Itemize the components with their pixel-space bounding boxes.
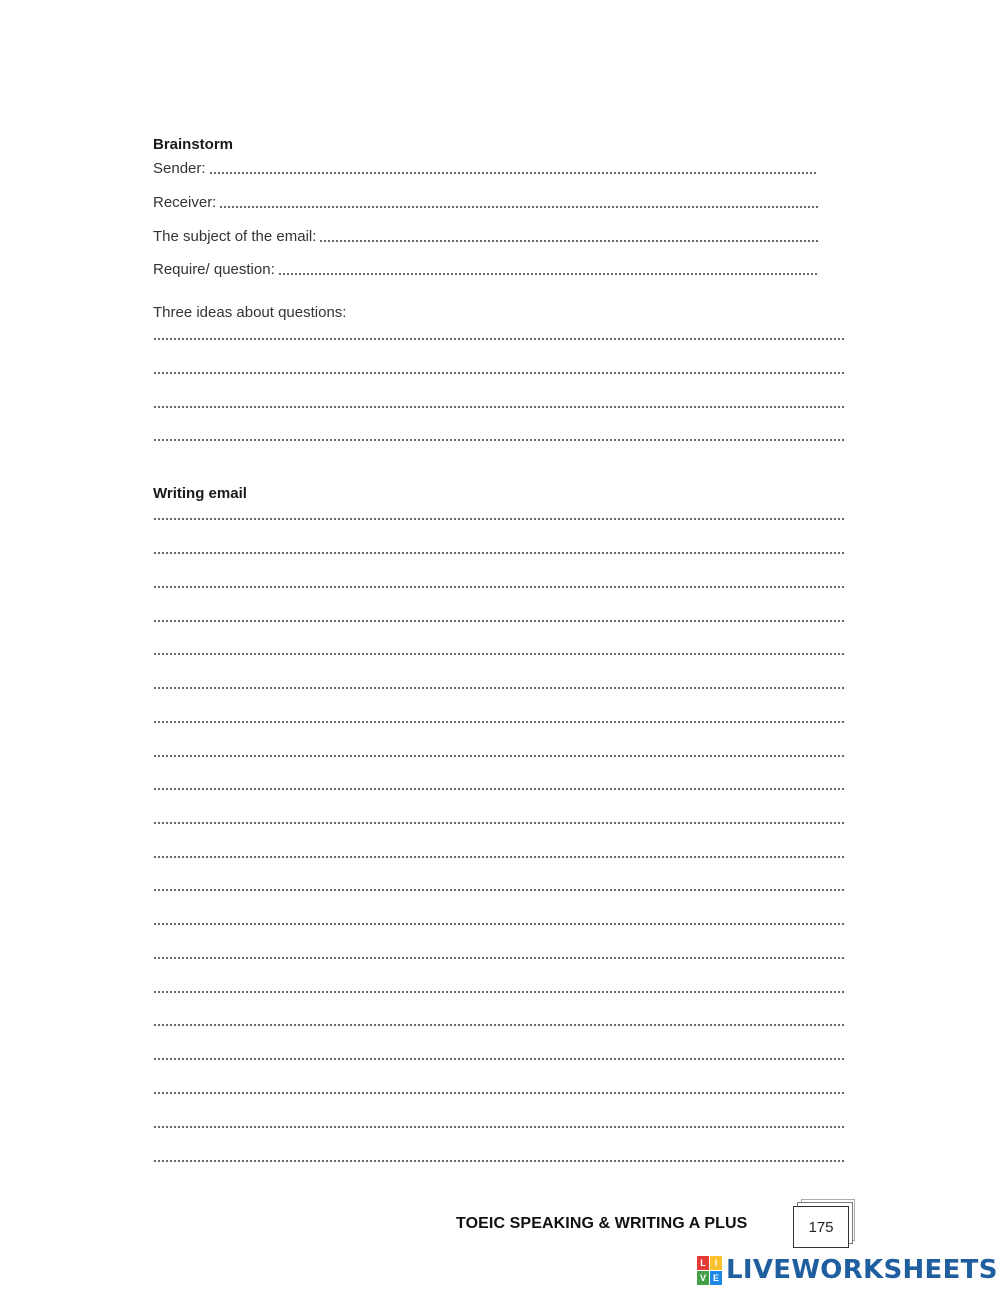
book-title: TOEIC SPEAKING & WRITING A PLUS — [456, 1215, 748, 1232]
email-line[interactable] — [153, 1091, 845, 1095]
ideas-intro: Three ideas about questions: — [153, 304, 347, 321]
email-line[interactable] — [153, 787, 845, 791]
email-line[interactable] — [153, 990, 845, 994]
logo-wordmark: LIVEWORKSHEETS — [726, 1255, 998, 1285]
writing-email-heading: Writing email — [153, 485, 247, 502]
receiver-label: Receiver: — [153, 194, 217, 211]
email-line[interactable] — [153, 517, 845, 521]
require-question-field[interactable] — [153, 259, 818, 279]
require-question-dotted-line[interactable] — [278, 272, 818, 276]
idea-line[interactable] — [153, 438, 845, 442]
page-number-text: 175 — [808, 1218, 834, 1236]
email-line[interactable] — [153, 619, 845, 623]
idea-line[interactable] — [153, 371, 845, 375]
email-line[interactable] — [153, 720, 845, 724]
subject-label: The subject of the email: — [153, 228, 317, 245]
email-line[interactable] — [153, 652, 845, 656]
email-line[interactable] — [153, 754, 845, 758]
email-line[interactable] — [153, 855, 845, 859]
email-line[interactable] — [153, 956, 845, 960]
email-line[interactable] — [153, 1159, 845, 1163]
sender-field[interactable] — [153, 158, 818, 178]
receiver-dotted-line[interactable] — [219, 205, 818, 209]
subject-field[interactable] — [153, 226, 818, 246]
page-number — [793, 1206, 849, 1248]
email-line[interactable] — [153, 551, 845, 555]
receiver-field[interactable] — [153, 192, 818, 212]
email-line[interactable] — [153, 821, 845, 825]
logo-block: I — [710, 1256, 722, 1270]
logo-blocks-icon — [697, 1256, 722, 1285]
logo-block: V — [697, 1271, 709, 1285]
liveworksheets-logo — [697, 1255, 998, 1285]
sender-dotted-line[interactable] — [209, 171, 818, 175]
logo-block: L — [697, 1256, 709, 1270]
email-line[interactable] — [153, 686, 845, 690]
email-line[interactable] — [153, 888, 845, 892]
email-line[interactable] — [153, 1125, 845, 1129]
email-line[interactable] — [153, 585, 845, 589]
idea-line[interactable] — [153, 405, 845, 409]
subject-dotted-line[interactable] — [319, 239, 818, 243]
require-question-label: Require/ question: — [153, 261, 275, 278]
idea-line[interactable] — [153, 337, 845, 341]
email-line[interactable] — [153, 922, 845, 926]
email-line[interactable] — [153, 1023, 845, 1027]
logo-block: E — [710, 1271, 722, 1285]
email-line[interactable] — [153, 1057, 845, 1061]
sender-label: Sender: — [153, 160, 206, 177]
brainstorm-heading: Brainstorm — [153, 136, 234, 153]
